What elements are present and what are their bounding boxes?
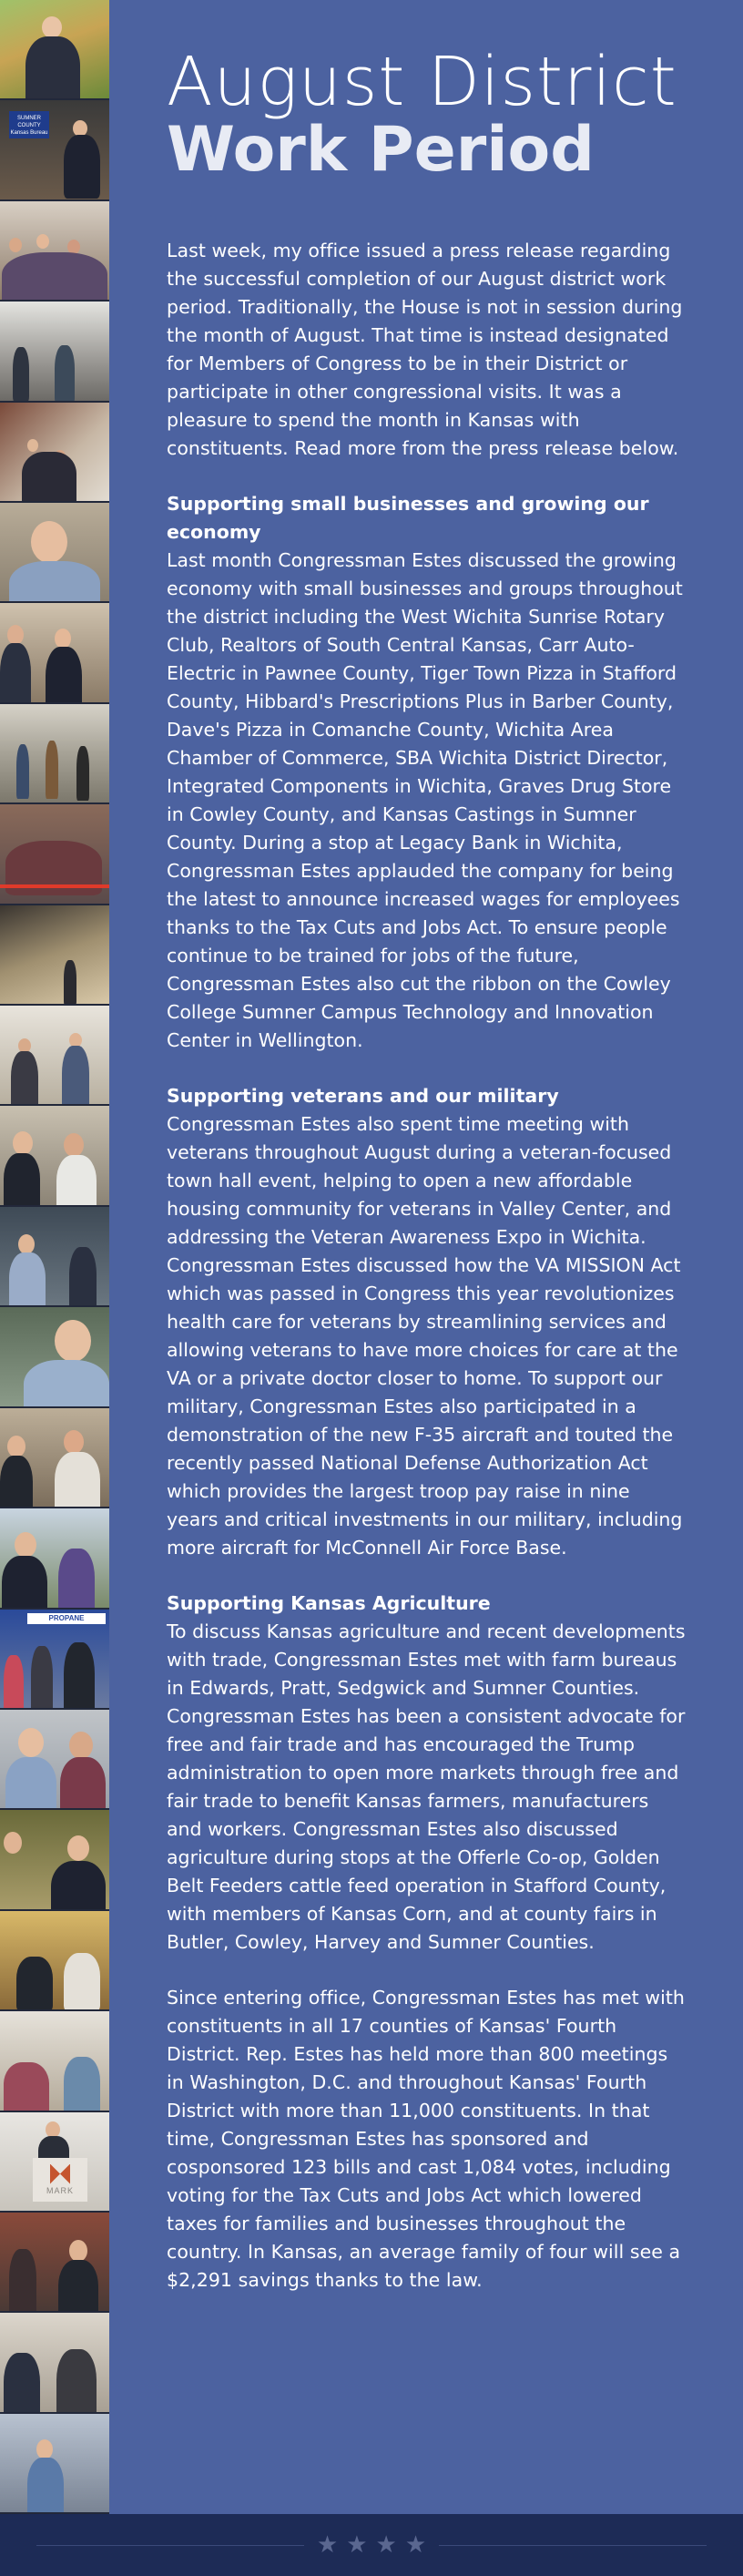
mark-logo	[33, 2158, 87, 2202]
section-body: Congressman Estes also spent time meeting with veterans throughout August during a veteran-focused town hall event, helping to open a new affordable housing community for veterans in Valley Center, and addressing the Veteran Awareness Expo in Wichita. Congressman Estes discussed how the VA MISSION Act which was passed in Congress this year revolutionizes health care for veterans by streamlining services and allowing veterans to have more choices for care at the VA or a private doctor closer to home. To support our military, Congressman Estes also participated in a demonstration of the new F-35 aircraft and touted the recently passed National Defense Authorization Act which provides the largest troop pay raise in nine years and critical investments in our military, including more aircraft for McConnell Air Force Base.	[167, 1113, 683, 1559]
county-sign: SUMNER COUNTY Kansas Bureau	[9, 111, 49, 138]
section-small-business	[167, 490, 686, 1055]
mark-logo-shape	[50, 2164, 70, 2184]
photo-veterans-conversation	[0, 1106, 109, 1206]
title-bold: Work Period	[167, 114, 595, 186]
photo-ribbon-cutting	[0, 804, 109, 905]
propane-banner: PROPANE	[27, 1613, 106, 1624]
star-icon: ★	[346, 2531, 368, 2559]
photo-veteran-man	[0, 1307, 109, 1407]
footer-bar	[0, 2514, 743, 2576]
photo-outdoor-group	[0, 1508, 109, 1609]
newsletter-article	[167, 43, 686, 2322]
photo-facility-interior	[0, 302, 109, 402]
star-icon: ★	[375, 2531, 397, 2559]
photo-two-men-smiling	[0, 1710, 109, 1810]
photo-propane-event	[0, 1610, 109, 1710]
photo-staircase	[0, 905, 109, 1006]
star-icon: ★	[404, 2531, 427, 2559]
section-veterans	[167, 1082, 686, 1562]
photo-cornfield	[0, 0, 109, 100]
section-heading: Supporting small businesses and growing our economy	[167, 493, 649, 543]
photo-building-tour	[0, 1006, 109, 1106]
title-light: August District	[167, 43, 677, 121]
closing-paragraph: Since entering office, Congressman Estes has met with constituents in all 17 counties of Kansas' Fourth District. Rep. Estes has held more than 800 meetings in Washington, D.C. and throughout Kansas' Fourth District with more than 11,000 constituents. In that time, Congressman Estes has sponsored and cosponsored 123 bills and cast 1,084 votes, including voting for the Tax Cuts and Jobs Act which lowered taxes for families and businesses throughout the country. In Kansas, an average family of four will see a $2,291 savings thanks to the law.	[167, 1987, 685, 2291]
footer-stars	[304, 2533, 439, 2557]
mark-logo-text: MARK	[46, 2185, 74, 2195]
photo-warehouse-workers	[0, 704, 109, 804]
photo-two-men-office	[0, 603, 109, 703]
section-body: Last month Congressman Estes discussed the growing economy with small businesses and groups throughout the district including the West Wichita Sunrise Rotary Club, Realtors of South Central Kansas, Carr Auto-Electric in Pawnee County, Tiger Town Pizza in Stafford County, Hibbard's Prescriptions Plus in Barber County, Dave's Pizza in Comanche County, Wichita Area Chamber of Commerce, SBA Wichita District Director, Integrated Components in Wichita, Graves Drug Store in Cowley County, and Kansas Castings in Sumner County. During a stop at Legacy Bank in Wichita, Congressman Estes applauded the company for being the latest to announce increased wages for employees thanks to the Tax Cuts and Jobs Act. To ensure people continue to be trained for jobs of the future, Congressman Estes also cut the ribbon on the Cowley College Sumner Campus Technology and Innovation Center in Wellington.	[167, 549, 683, 1051]
section-heading: Supporting veterans and our military	[167, 1085, 559, 1107]
photo-event-stage	[0, 2414, 109, 2514]
photo-room-gathering	[0, 403, 109, 503]
photo-seated-crowd	[0, 2011, 109, 2111]
star-icon: ★	[316, 2531, 339, 2559]
section-agriculture	[167, 1590, 686, 1957]
photo-seated-discussion	[0, 1911, 109, 2011]
photo-men-talking	[0, 1408, 109, 1508]
photo-meeting-table	[0, 201, 109, 302]
photo-meeting-flags	[0, 2213, 109, 2313]
photo-mark-sign	[0, 2112, 109, 2213]
photo-elderly-man	[0, 503, 109, 603]
photo-veteran-event	[0, 1207, 109, 1307]
photo-agriculture-meeting	[0, 1810, 109, 1910]
section-heading: Supporting Kansas Agriculture	[167, 1592, 491, 1614]
photo-county-bureau-sign	[0, 100, 109, 200]
intro-paragraph: Last week, my office issued a press release regarding the successful completion of our August district work period. Traditionally, the House is not in session during the month of August. That time is instead designated for Members of Congress to be in their District or participate in other congressional visits. It was a pleasure to spend the month in Kansas with constituents. Read more from the press release below.	[167, 240, 683, 459]
section-body: To discuss Kansas agriculture and recent developments with trade, Congressman Estes met with farm bureaus in Edwards, Pratt, Sedgwick and Sumner Counties. Congressman Estes has been a consistent advocate for free and fair trade and has encouraged the Trump administration to open more markets through free and fair trade to benefit Kansas farmers, manufacturers and workers. Congressman Estes also discussed agriculture during stops at the Offerle Co-op, Golden Belt Feeders cattle feed operation in Stafford County, with members of Kansas Corn, and at county fairs in Butler, Cowley, Harvey and Sumner Counties.	[167, 1620, 686, 1953]
photo-collage-strip	[0, 0, 109, 2514]
photo-handshake	[0, 2313, 109, 2413]
